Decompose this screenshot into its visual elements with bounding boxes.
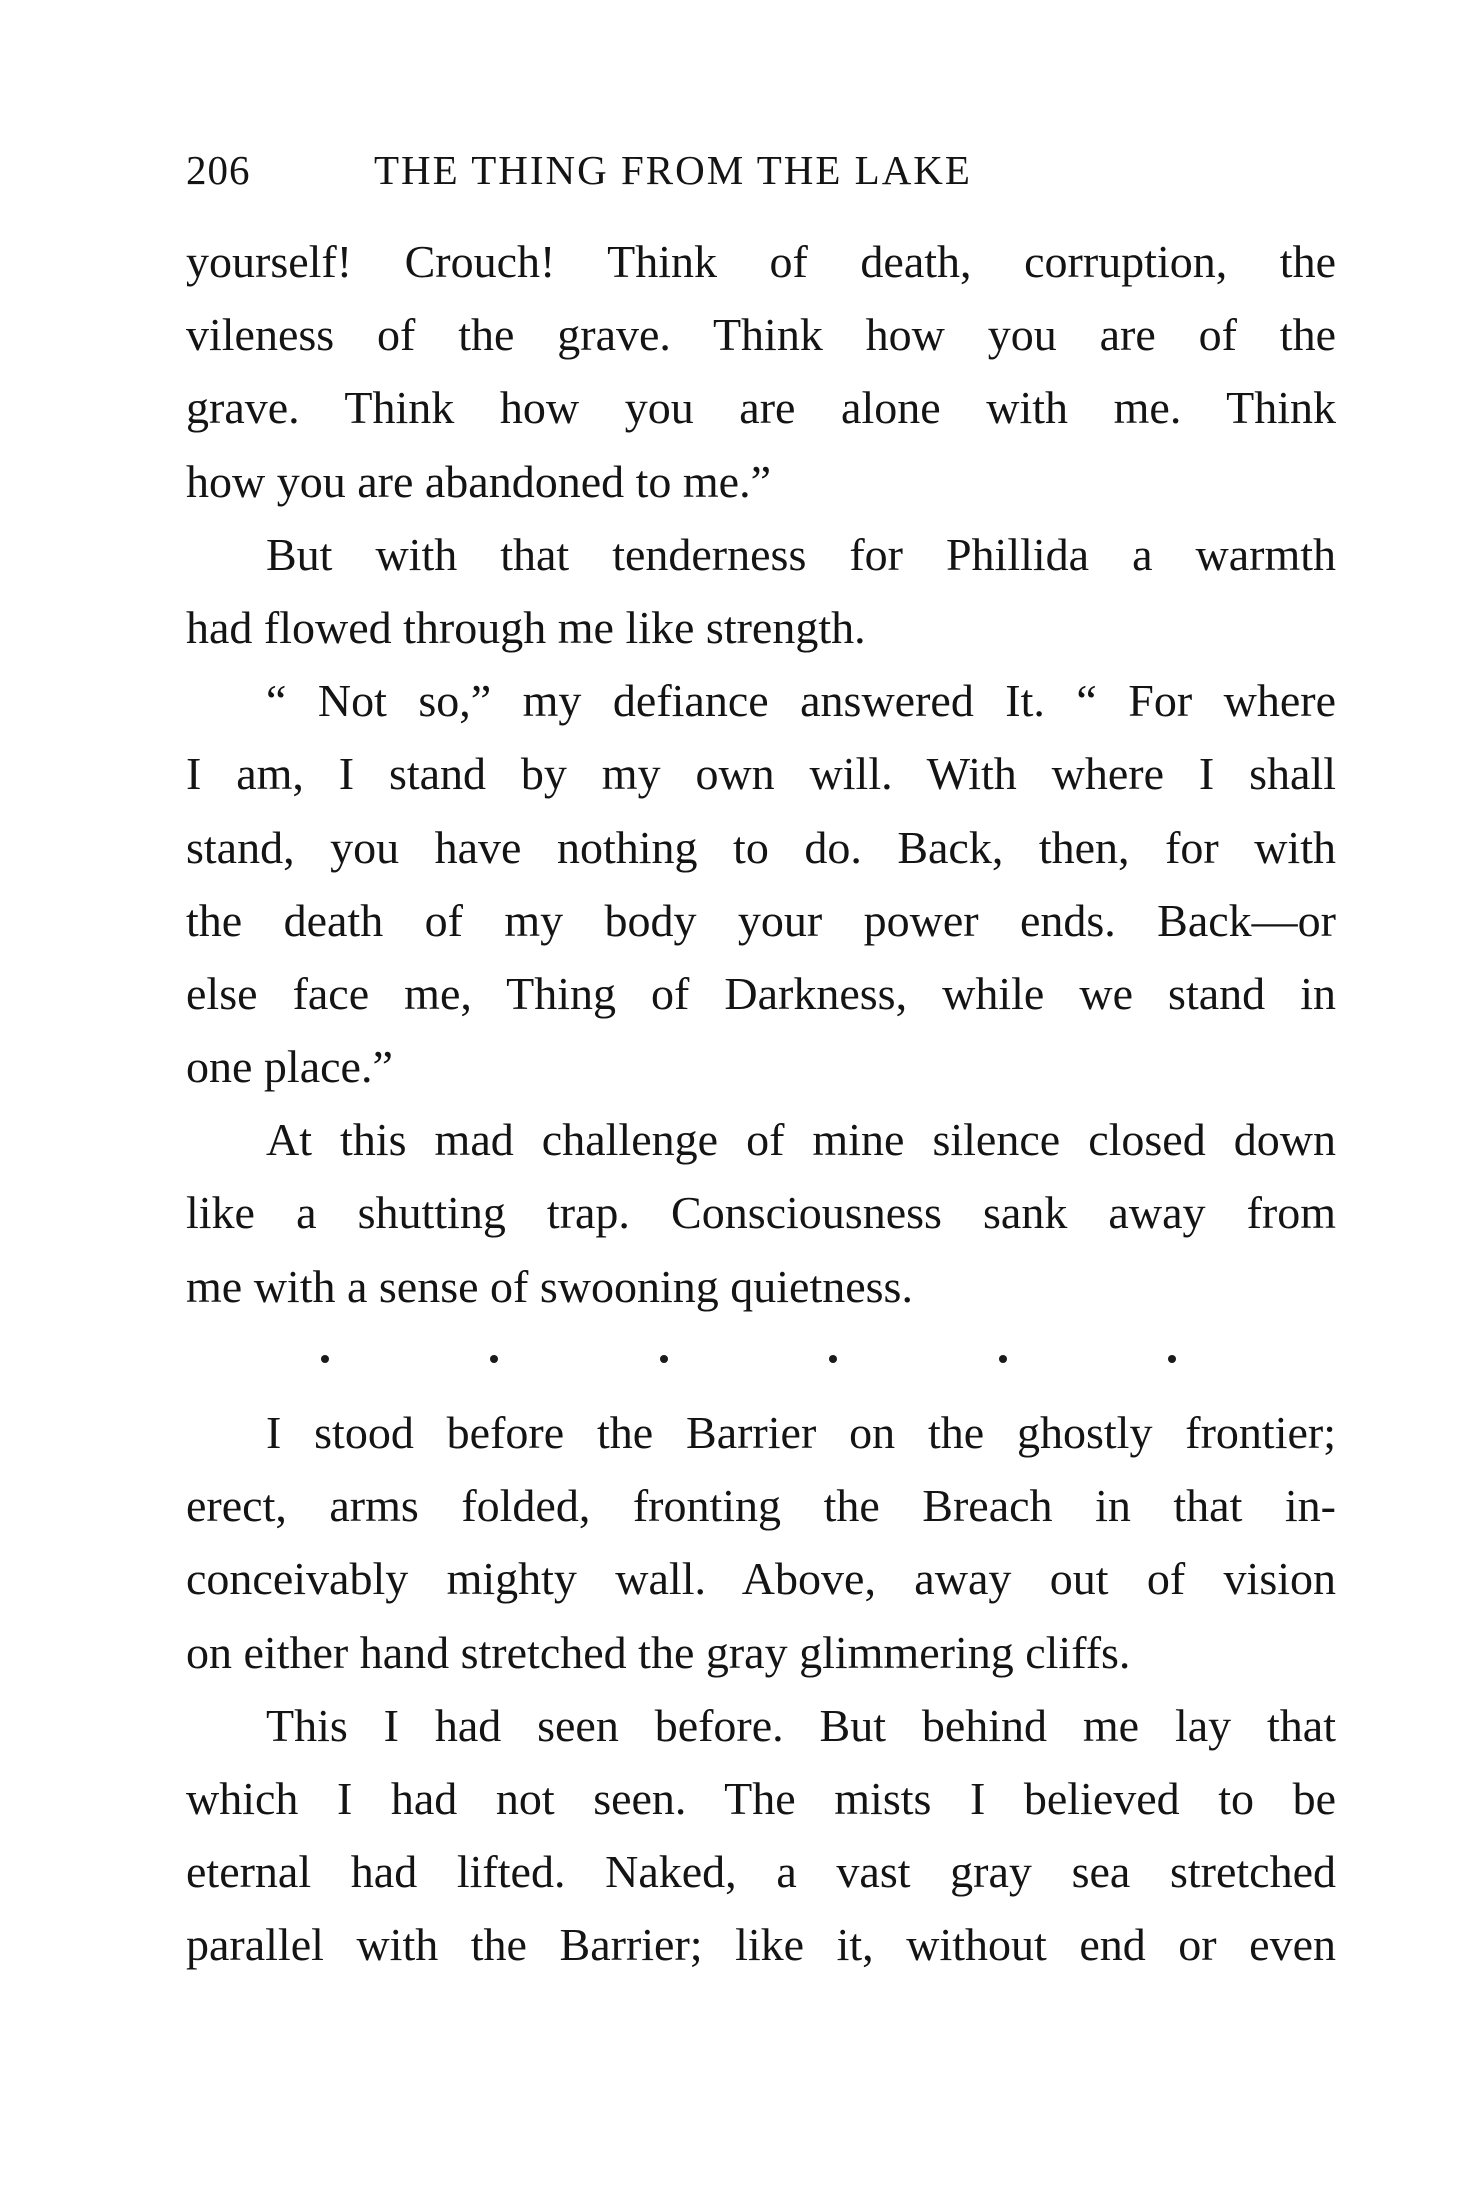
body-text <box>186 225 1336 1982</box>
ornament-dot <box>1168 1355 1176 1363</box>
text-line: the death of my body your power ends. Back—or <box>186 894 1336 946</box>
book-title: THE THING FROM THE LAKE <box>374 147 972 193</box>
text-line: At this mad challenge of mine silence closed down <box>266 1114 1336 1166</box>
text-line: eternal had lifted. Naked, a vast gray sea stretched <box>186 1846 1336 1898</box>
text-line: else face me, Thing of Darkness, while we stand in <box>186 967 1336 1019</box>
text-line: I am, I stand by my own will. With where I shall <box>186 748 1336 800</box>
ornament-dot <box>490 1355 498 1363</box>
text-line: like a shutting trap. Consciousness sank away from <box>186 1187 1336 1239</box>
text-line: yourself! Crouch! Think of death, corruption, the <box>186 236 1336 287</box>
text-line: But with that tenderness for Phillida a warmth <box>266 528 1336 580</box>
section-break-dots <box>321 1323 1176 1396</box>
text-line: conceivably mighty wall. Above, away out of vision <box>186 1553 1336 1605</box>
text-line: parallel with the Barrier; like it, without end or even <box>186 1919 1336 1971</box>
text-line: erect, arms folded, fronting the Breach in that in- <box>186 1480 1336 1532</box>
text-line: me with a sense of swooning quietness. <box>186 1260 913 1312</box>
text-line: This I had seen before. But behind me lay that <box>266 1699 1336 1751</box>
text-line: vileness of the grave. Think how you are of the <box>186 309 1336 361</box>
ornament-dot <box>829 1355 837 1363</box>
text-line: had flowed through me like strength. <box>186 601 866 653</box>
text-line: how you are abandoned to me.” <box>186 455 772 507</box>
text-line: one place.” <box>186 1041 393 1093</box>
text-line: which I had not seen. The mists I believed to be <box>186 1772 1336 1824</box>
ornament-dot <box>999 1355 1007 1363</box>
running-head <box>186 140 1336 200</box>
text-line: grave. Think how you are alone with me. Think <box>186 382 1336 434</box>
ornament-dot <box>321 1355 329 1363</box>
text-line: I stood before the Barrier on the ghostly frontier; <box>266 1407 1336 1458</box>
page-number: 206 <box>186 147 251 193</box>
text-line: stand, you have nothing to do. Back, then, for with <box>186 821 1336 873</box>
text-line: “ Not so,” my defiance answered It. “ For where <box>266 675 1336 727</box>
ornament-dot <box>660 1355 668 1363</box>
text-line: on either hand stretched the gray glimmering cliffs. <box>186 1626 1131 1678</box>
